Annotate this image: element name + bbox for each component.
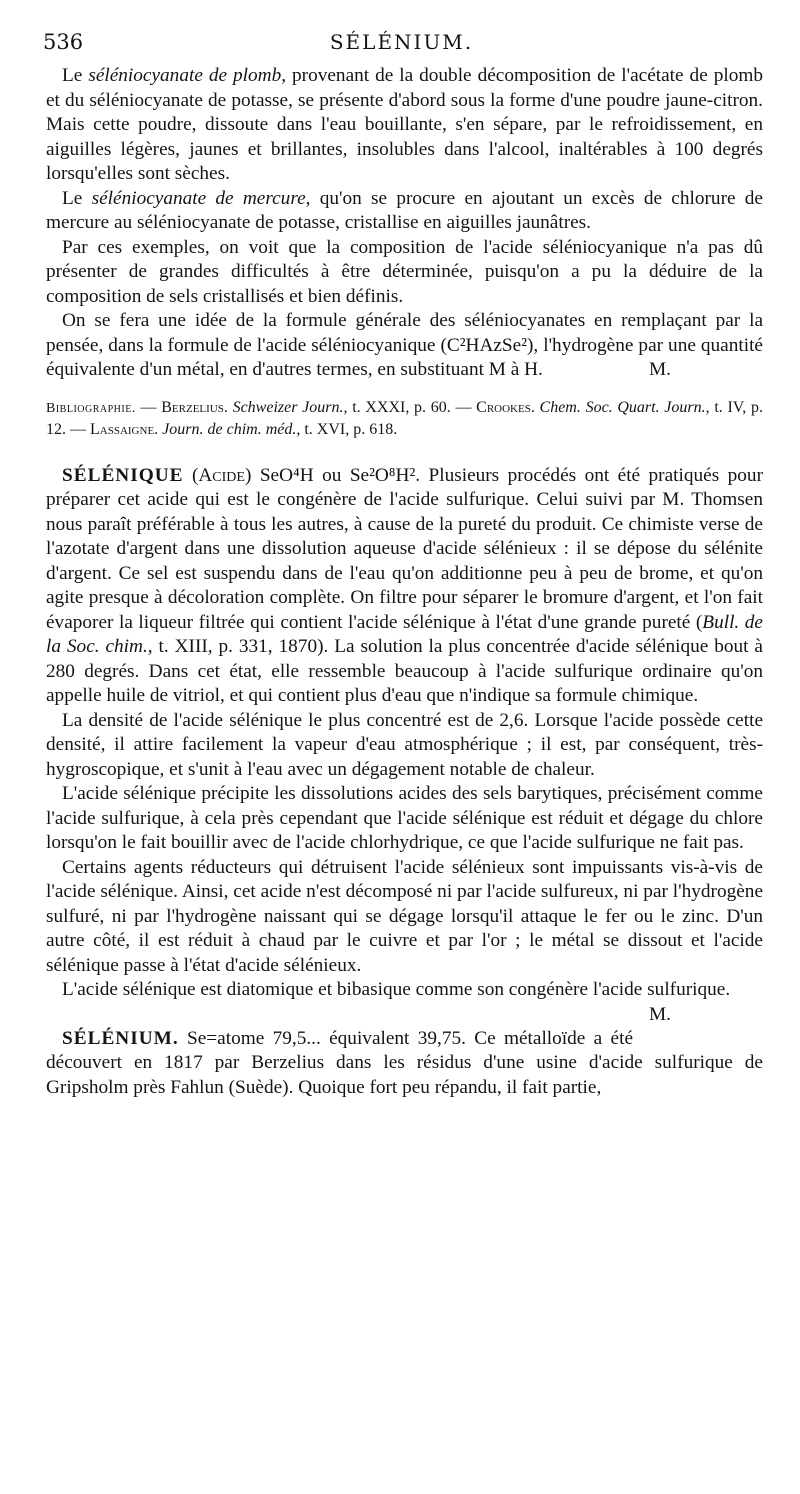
entry-selenique-text-cont: , t. XIII, p. 331, 1870). La solution la plus concentrée d'acide sélénique bout à 280 degrés. Dans cet état, elle ressemble beaucoup à l'acide sulfurique ordinaire qu'on appelle huile de vitriol, et qui contient plus d'eau que n'indique sa formule chimique. (46, 636, 763, 706)
biblio-ref: , t. XVI, p. 618. (296, 420, 398, 438)
entry-heading: SÉLÉNIUM. (62, 1027, 179, 1049)
entry-reference: Bull. de la Soc. chim. (46, 611, 763, 657)
biblio-journal: Chem. Soc. Quart. Journ. (539, 398, 706, 416)
paragraph-plomb: Le séléniocyanate de plomb, provenant de la double décomposition de l'acétate de plomb et du séléniocyanate de potasse, se présente d'abord sous la forme d'une poudre jaune-citron. Mais cette poudre, dissoute dans l'eau bouillante, s'en sépare, par le refroidissement, en aiguilles légères, jaunes et brillantes, insolubles dans l'alcool, inaltérables à 100 degrés lorsqu'elles sont sèches. (46, 65, 764, 184)
biblio-author: Crookes. (476, 398, 535, 416)
paragraph-reducteurs: Certains agents réducteurs qui détruisent l'acide sélénieux sont impuissants vis-à-vis de l'acide sélénique. Ainsi, cet acide n'est décomposé ni par l'acide sulfureux, ni par l'hydrogène sulfuré, ni par l'hydrogène naissant qui se dégage lorsqu'il attaque le fer ou le zinc. D'un autre côté, il est réduit à chaud par le cuivre et par l'or ; le métal se dissout et l'acide sélénique passe à l'état d'acide sélénieux. (46, 856, 763, 976)
paragraph-mercure-text: , qu'on se procure en ajoutant un excès de chlorure de mercure au séléniocyanate de potasse, cristallise en aiguilles jaunâtres. (46, 187, 763, 233)
paragraph-mercure: Le séléniocyanate de mercure, qu'on se procure en ajoutant un excès de chlorure de mercure au séléniocyanate de potasse, cristallise en aiguilles jaunâtres. (46, 187, 763, 233)
author-signature: M. (649, 1003, 671, 1025)
paragraph-examples: Par ces exemples, on voit que la composition de l'acide séléniocyanique n'a pas dû présenter de grandes difficultés à être déterminée, puisqu'on a pu la déduire de la composition de sels cristallisés et bien définis. (46, 236, 763, 307)
paragraph-formula-text: On se fera une idée de la formule générale des séléniocyanates en remplaçant par la pensée, dans la formule de l'acide séléniocyanique (C²HAzSe²), l'hydrogène par une quantité équivalente d'un métal, en d'autres termes, en substituant M à H. (46, 310, 763, 380)
paragraph-baryte: L'acide sélénique précipite les dissolutions acides des sels barytiques, précisément comme l'acide sulfurique, à cela près cependant que l'acide sélénique est réduit et dégage du chlore lorsqu'on le fait bouillir avec de l'acide chlorhydrique, ce que l'acide sulfurique ne fait pas. (46, 783, 763, 853)
page-number: 536 (43, 30, 84, 54)
entry-subheading: (Acide) (191, 464, 252, 486)
biblio-journal: Schweizer Journ. (232, 398, 344, 416)
running-title: SÉLÉNIUM. (329, 30, 474, 54)
biblio-ref: , t. IV, p. 12. — (46, 398, 763, 438)
biblio-journal: Journ. de chim. méd. (162, 420, 297, 438)
author-signature: M. (649, 359, 671, 380)
paragraph-diatomique (46, 978, 763, 1025)
biblio-ref: , t. XXXI, p. 60. — (343, 398, 472, 416)
paragraph-diatomique-text: L'acide sélénique est diatomique et bibasique comme son congénère l'acide sulfurique. (62, 979, 731, 1000)
bibliography-label: Bibliographie. (46, 400, 136, 416)
bibliography: Bibliographie. — Berzelius. Schweizer Journ., t. XXXI, p. 60. — Crookes. Chem. Soc. Quart. Journ., t. IV, p. 12. — Lassaigne. Journ. de chim. méd., t. XVI, p. 618. (46, 398, 763, 438)
entry-selenique-text: SeO⁴H ou Se²O⁸H². Plusieurs procédés ont été pratiqués pour préparer cet acide qui est le congénère de l'acide sulfurique. Celui suivi par M. Thomsen nous paraît préférable à tous les autres, à cause de la pureté du produit. Ce chimiste verse de l'azotate d'argent dans une dissolution aqueuse d'acide sélénieux : il se dépose du sélénite d'argent. Ce sel est suspendu dans de l'eau qu'on additionne peu à peu de brome, et qu'on agite presque à décoloration complète. On filtre pour séparer le bromure d'argent, et l'on fait évaporer la liqueur filtrée qui contient l'acide sélénique à l'état d'une grande pureté ( (46, 464, 763, 633)
term-mercure: séléniocyanate de mercure (91, 187, 306, 209)
paragraph-formula (46, 309, 763, 383)
page-body (46, 64, 763, 1100)
entry-heading: SÉLÉNIQUE (62, 464, 184, 486)
page-header (43, 30, 760, 60)
paragraph-plomb-text: , provenant de la double décomposition de l'acétate de plomb et du séléniocyanate de potasse, se présente d'abord sous la forme d'une poudre jaune-citron. Mais cette poudre, dissoute dans l'eau bouillante, s'en sépare, par le refroidissement, en aiguilles légères, jaunes et brillantes, insolubles dans l'alcool, inaltérables à 100 degrés lorsqu'elles sont sèches. (46, 65, 764, 184)
paragraph-densite: La densité de l'acide sélénique le plus concentré est de 2,6. Lorsque l'acide possède cette densité, il attire facilement la vapeur d'eau atmosphérique ; il est, par conséquent, très-hygroscopique, et s'unit à l'eau avec un dégagement notable de chaleur. (46, 709, 763, 780)
entry-selenique (46, 464, 763, 709)
biblio-author: Berzelius. (161, 398, 228, 416)
entry-selenium-text: Se=atome 79,5... équivalent 39,75. Ce métalloïde a été découvert en 1817 par Berzelius dans les résidus d'une usine d'acide sulfurique de Gripsholm près Fahlun (Suède). Quoique fort peu répandu, il fait partie, (46, 1027, 763, 1098)
entry-selenium (46, 1027, 763, 1101)
term-plomb: séléniocyanate de plomb (88, 65, 282, 86)
biblio-author: Lassaigne. (90, 420, 159, 438)
